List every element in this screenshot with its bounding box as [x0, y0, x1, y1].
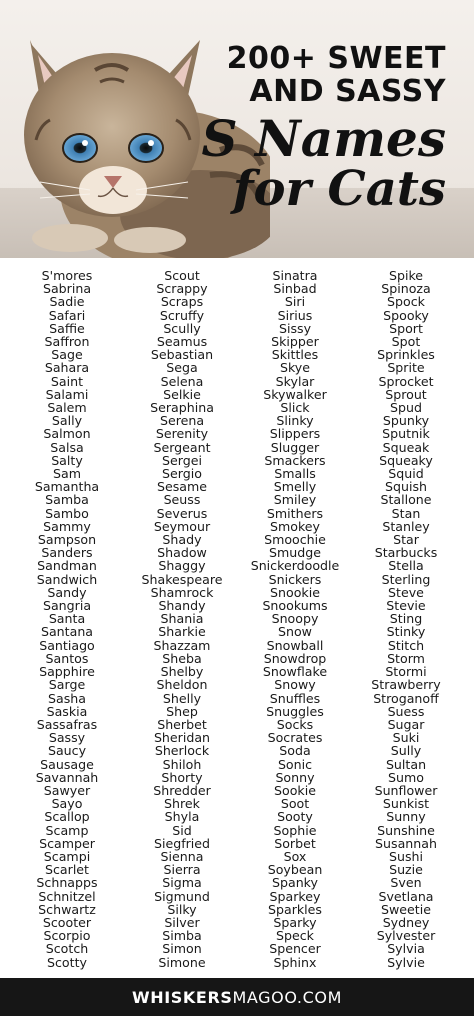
cat-name: Soda	[279, 743, 311, 759]
headline-line-3: S Names	[201, 109, 446, 168]
cat-name: Scruffy	[159, 307, 205, 323]
cat-name: Spanky	[272, 875, 318, 891]
cat-name: Sputnik	[382, 426, 430, 442]
cat-name: Sophie	[273, 822, 317, 838]
cat-name: Sumo	[388, 769, 424, 785]
names-list	[0, 258, 474, 978]
cat-name: Skipper	[271, 334, 319, 350]
cat-name: Squeaky	[379, 452, 433, 468]
cat-name: Selkie	[163, 386, 201, 402]
cat-name: Sergei	[162, 452, 202, 468]
cat-name: Snow	[278, 624, 312, 640]
cat-name: Sigma	[162, 875, 202, 891]
cat-name: Snickerdoodle	[250, 558, 340, 574]
cat-name: Sydney	[382, 914, 430, 930]
cat-name: Squeak	[382, 439, 430, 455]
cat-name: Siri	[284, 294, 306, 310]
cat-name: Sterling	[381, 571, 431, 587]
cat-name: Soot	[280, 796, 310, 812]
footer-bar	[0, 978, 474, 1016]
cat-name: Snowdrop	[263, 650, 327, 666]
cat-name: Sinatra	[272, 268, 318, 283]
cat-name: Sunkist	[382, 796, 430, 812]
cat-name: Snowflake	[262, 664, 328, 680]
cat-name: Sushi	[388, 848, 424, 864]
cat-name: Spunky	[382, 413, 430, 429]
cat-name: Silky	[167, 901, 197, 917]
cat-name: Scarlet	[45, 862, 89, 878]
cat-name: Sprinkles	[377, 347, 435, 363]
cat-name: Scully	[163, 320, 201, 336]
cat-name: Sheldon	[156, 677, 208, 693]
cat-name: Scout	[164, 268, 200, 283]
cat-name: Storm	[387, 650, 425, 666]
cat-name: Serenity	[155, 426, 209, 442]
cat-name: Santiago	[39, 637, 95, 653]
cat-name: Sissy	[278, 320, 312, 336]
cat-name: Slinky	[276, 413, 314, 429]
cat-name: Shyla	[164, 809, 200, 825]
cat-name: Seamus	[156, 334, 208, 350]
cat-name: Shelly	[162, 690, 202, 706]
cat-name: Sesame	[156, 479, 208, 495]
cat-name: Stevie	[386, 598, 426, 614]
cat-name: Star	[393, 532, 419, 548]
cat-name: Susannah	[375, 835, 437, 851]
cat-name: Salem	[47, 400, 87, 416]
cat-name: Sookie	[274, 782, 316, 798]
cat-name: Socrates	[267, 730, 323, 746]
cat-name: Sparkey	[269, 888, 321, 904]
cat-name: Smiley	[273, 492, 317, 508]
cat-name: Sparky	[273, 914, 317, 930]
cat-name: Sausage	[40, 756, 94, 772]
cat-name: Sawyer	[43, 782, 91, 798]
cat-name: Simba	[162, 928, 202, 944]
cat-name: Strawberry	[371, 677, 441, 693]
cat-name: Snookums	[262, 598, 328, 614]
cat-name: Sandman	[37, 558, 97, 574]
cat-name: Scampi	[43, 848, 91, 864]
cat-name: Smokey	[269, 518, 320, 534]
cat-name: Skittles	[271, 347, 319, 363]
site-url-bold: WHISKERS	[132, 987, 233, 1007]
cat-name: Scotch	[45, 941, 89, 957]
cat-name: Stroganoff	[373, 690, 439, 706]
cat-name: Sega	[166, 360, 198, 376]
cat-name: Saffron	[44, 334, 90, 350]
cat-name: Saffie	[49, 320, 85, 336]
cat-name: Scooter	[42, 914, 92, 930]
cat-name: Snookie	[270, 584, 320, 600]
cat-name: Shandy	[158, 598, 206, 614]
cat-name: Sabrina	[42, 281, 92, 297]
cat-name: Shadow	[157, 545, 207, 561]
cat-name: Scorpio	[43, 928, 91, 944]
cat-name: Stan	[391, 505, 421, 521]
cat-name: Scamper	[39, 835, 95, 851]
cat-name: Sultan	[385, 756, 427, 772]
hero-banner	[0, 0, 474, 258]
cat-name: Stella	[388, 558, 424, 574]
cat-name: Sambo	[45, 505, 89, 521]
cat-name: Spock	[387, 294, 425, 310]
cat-name: Sandy	[47, 584, 87, 600]
cat-name: Sadie	[49, 294, 85, 310]
cat-name: Sinbad	[273, 281, 317, 297]
cat-name: Smackers	[264, 452, 326, 468]
cat-name: Shredder	[153, 782, 211, 798]
cat-name: Sid	[172, 822, 192, 838]
cat-name: Saskia	[46, 703, 88, 719]
cat-name: Sting	[389, 611, 423, 627]
cat-name: Slugger	[270, 439, 320, 455]
cat-name: Shamrock	[150, 584, 214, 600]
cat-name: Smoochie	[264, 532, 326, 548]
cat-name: Sapphire	[39, 664, 95, 680]
cat-name: Schwartz	[38, 901, 96, 917]
cat-name: Sprite	[387, 360, 425, 376]
cat-name: Skylar	[275, 373, 315, 389]
cat-name: Spinoza	[381, 281, 431, 297]
cat-name: Samba	[45, 492, 89, 508]
cat-name: Severus	[156, 505, 208, 521]
cat-name: Squid	[388, 466, 424, 482]
cat-name: Speck	[276, 928, 314, 944]
cat-name: Salty	[51, 452, 83, 468]
cat-name: Sammy	[43, 518, 91, 534]
cat-name: Shazzam	[153, 637, 211, 653]
cat-name: Slippers	[269, 426, 321, 442]
cat-name: Sassy	[48, 730, 86, 746]
cat-name: Sparkles	[268, 901, 322, 917]
cat-name: Sierra	[163, 862, 201, 878]
cat-name: Socks	[276, 716, 314, 732]
cat-name: Suess	[387, 703, 425, 719]
cat-name: Sorbet	[274, 835, 316, 851]
cat-name: Sprocket	[378, 373, 434, 389]
cat-name: Shelby	[160, 664, 204, 680]
cat-name: Samantha	[34, 479, 100, 495]
cat-name: Sunny	[386, 809, 426, 825]
cat-name: Smelly	[273, 479, 317, 495]
headline	[196, 41, 446, 217]
names-column-3	[236, 269, 354, 969]
cat-name: Santos	[45, 650, 89, 666]
cat-name: Starbucks	[374, 545, 438, 561]
cat-name: Stitch	[387, 637, 425, 653]
cat-name: Sarge	[48, 677, 86, 693]
cat-name: Spud	[390, 400, 422, 416]
cat-name: Sugar	[387, 716, 425, 732]
cat-name: Suki	[392, 730, 420, 746]
names-column-4	[347, 269, 465, 969]
cat-name: Seuss	[163, 492, 201, 508]
cat-name: Smudge	[269, 545, 321, 561]
cat-name: Sanders	[41, 545, 93, 561]
cat-name: Sage	[51, 347, 83, 363]
cat-name: Sylvester	[376, 928, 436, 944]
cat-name: Sweetie	[381, 901, 431, 917]
cat-name: Siegfried	[153, 835, 211, 851]
cat-name: Skye	[279, 360, 311, 376]
cat-name: Sigmund	[154, 888, 210, 904]
cat-name: Sharkie	[158, 624, 206, 640]
cat-name: Sven	[390, 875, 422, 891]
cat-name: Savannah	[35, 769, 99, 785]
cat-name: Sheridan	[153, 730, 211, 746]
cat-name: Spooky	[383, 307, 429, 323]
cat-name: Skywalker	[263, 386, 327, 402]
cat-name: Sheba	[162, 650, 202, 666]
cat-name: Shep	[166, 703, 198, 719]
cat-name: Scraps	[160, 294, 204, 310]
cat-name: Sooty	[277, 809, 313, 825]
cat-name: Sampson	[37, 532, 97, 548]
cat-name: Snowball	[266, 637, 324, 653]
cat-name: Sienna	[160, 848, 204, 864]
cat-name: Snickers	[268, 571, 322, 587]
cat-name: Salmon	[43, 426, 91, 442]
headline-line-2: AND SASSY	[249, 74, 446, 109]
cat-name: Saint	[50, 373, 84, 389]
cat-name: S'mores	[41, 268, 93, 283]
cat-name: Seymour	[153, 518, 211, 534]
cat-name: Snoopy	[271, 611, 319, 627]
cat-name: Scotty	[47, 954, 87, 970]
cat-name: Simon	[162, 941, 202, 957]
cat-name: Stanley	[382, 518, 430, 534]
cat-name: Sylvia	[387, 941, 425, 957]
cat-name: Shorty	[161, 769, 203, 785]
cat-name: Serena	[159, 413, 205, 429]
cat-name: Suzie	[389, 862, 423, 878]
cat-name: Steve	[388, 584, 424, 600]
cat-name: Sayo	[51, 796, 83, 812]
cat-name: Silver	[164, 914, 200, 930]
cat-name: Santana	[40, 624, 94, 640]
cat-name: Spike	[388, 268, 424, 283]
cat-name: Snuffles	[269, 690, 321, 706]
cat-name: Salami	[45, 386, 89, 402]
cat-name: Sox	[283, 848, 307, 864]
cat-name: Stormi	[385, 664, 427, 680]
headline-line-4: for Cats	[232, 161, 446, 217]
site-url[interactable]	[132, 988, 342, 1007]
cat-name: Snuggles	[266, 703, 324, 719]
cat-name: Seraphina	[150, 400, 214, 416]
cat-name: Simone	[158, 954, 206, 970]
cat-name: Slick	[280, 400, 310, 416]
cat-name: Sirius	[277, 307, 313, 323]
cat-name: Sassafras	[36, 716, 98, 732]
cat-name: Sherbet	[157, 716, 207, 732]
cat-name: Schnitzel	[38, 888, 96, 904]
cat-name: Shiloh	[162, 756, 202, 772]
cat-name: Sergio	[162, 466, 202, 482]
cat-name: Sylvie	[387, 954, 425, 970]
names-column-2	[123, 269, 241, 969]
cat-name: Sebastian	[150, 347, 214, 363]
cat-name: Snowy	[274, 677, 316, 693]
cat-name: Sally	[51, 413, 83, 429]
site-url-rest: MAGOO.COM	[232, 987, 342, 1007]
cat-name: Shrek	[164, 796, 200, 812]
cat-name: Schnapps	[36, 875, 98, 891]
cat-name: Sprout	[385, 386, 427, 402]
cat-name: Smithers	[266, 505, 324, 521]
cat-name: Sully	[390, 743, 422, 759]
cat-name: Stinky	[386, 624, 426, 640]
cat-name: Santa	[48, 611, 86, 627]
cat-name: Sergeant	[153, 439, 211, 455]
cat-name: Selena	[160, 373, 204, 389]
cat-name: Squish	[384, 479, 427, 495]
cat-name: Sandwich	[36, 571, 98, 587]
cat-name: Scallop	[44, 809, 90, 825]
cat-name: Safari	[48, 307, 86, 323]
cat-name: Scrappy	[156, 281, 208, 297]
cat-name: Sphinx	[273, 954, 317, 970]
cat-name: Svetlana	[378, 888, 434, 904]
cat-name: Sonic	[277, 756, 313, 772]
cat-name: Scamp	[45, 822, 89, 838]
cat-name: Soybean	[267, 862, 323, 878]
cat-name: Sunflower	[374, 782, 438, 798]
cat-name: Spot	[391, 334, 421, 350]
cat-name: Sangria	[42, 598, 92, 614]
cat-name: Shania	[160, 611, 204, 627]
cat-name: Saucy	[47, 743, 87, 759]
cat-name: Sonny	[275, 769, 315, 785]
cat-name: Sam	[53, 466, 81, 482]
cat-name: Sasha	[48, 690, 86, 706]
cat-name: Sherlock	[154, 743, 210, 759]
cat-name: Spencer	[269, 941, 321, 957]
cat-name: Smalls	[274, 466, 316, 482]
cat-name: Shakespeare	[141, 571, 223, 587]
cat-name: Sunshine	[377, 822, 435, 838]
cat-name: Sport	[389, 320, 423, 336]
cat-name: Shaggy	[158, 558, 206, 574]
cat-name: Sahara	[44, 360, 90, 376]
headline-line-1: 200+ SWEET	[226, 41, 446, 76]
cat-name: Shady	[162, 532, 202, 548]
cat-name: Stallone	[380, 492, 432, 508]
names-column-1	[8, 269, 126, 969]
cat-name: Salsa	[50, 439, 84, 455]
